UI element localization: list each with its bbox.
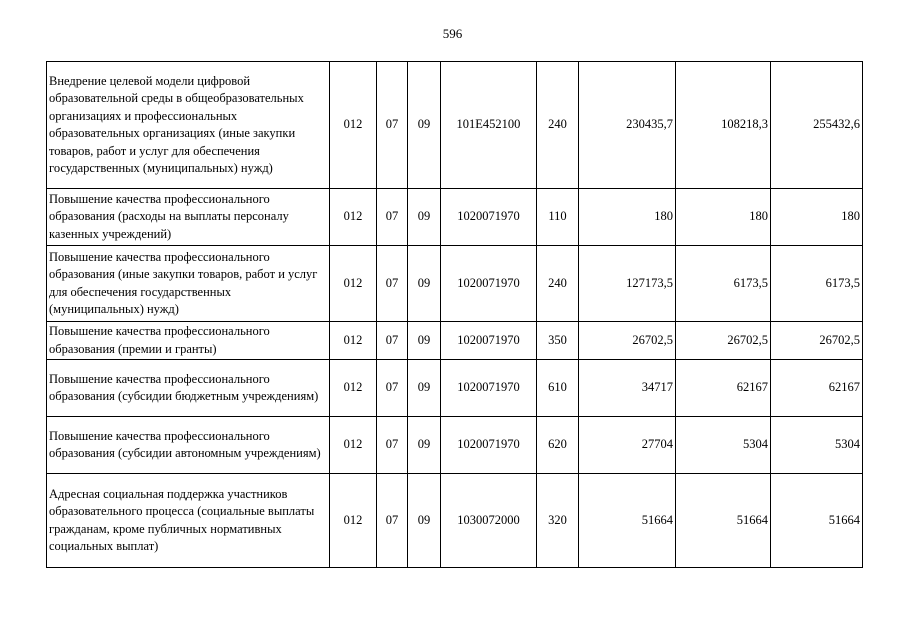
row-name: Повышение качества профессионального образования (субсидии автономным учреждениям) (47, 417, 330, 474)
row-name: Внедрение целевой модели цифровой образовательной среды в общеобразовательных организациях и профессиональных образовательных организациях (иные закупки товаров, работ и услуг для обеспечения государственных (муниципальных) нужд) (47, 62, 330, 189)
amount-year-2: 51664 (676, 474, 771, 568)
row-name: Повышение качества профессионального образования (иные закупки товаров, работ и услуг для обеспечения государственных (муниципальных) нужд) (47, 246, 330, 322)
target-article: 101E452100 (441, 62, 537, 189)
amount-year-2: 6173,5 (676, 246, 771, 322)
amount-year-3: 180 (771, 189, 863, 246)
amount-year-3: 6173,5 (771, 246, 863, 322)
ministry-code: 012 (330, 246, 377, 322)
amount-year-1: 127173,5 (579, 246, 676, 322)
section-code: 07 (377, 246, 408, 322)
subsection-code: 09 (408, 246, 441, 322)
subsection-code: 09 (408, 417, 441, 474)
target-article: 1020071970 (441, 322, 537, 360)
section-code: 07 (377, 417, 408, 474)
subsection-code: 09 (408, 322, 441, 360)
expense-type: 620 (537, 417, 579, 474)
expense-type: 610 (537, 360, 579, 417)
table-body (47, 62, 863, 568)
subsection-code: 09 (408, 189, 441, 246)
target-article: 1030072000 (441, 474, 537, 568)
row-name: Повышение качества профессионального образования (субсидии бюджетным учреждениям) (47, 360, 330, 417)
expense-type: 320 (537, 474, 579, 568)
amount-year-2: 108218,3 (676, 62, 771, 189)
expense-type: 240 (537, 62, 579, 189)
ministry-code: 012 (330, 62, 377, 189)
row-name: Повышение качества профессионального образования (расходы на выплаты персоналу казенных учреждений) (47, 189, 330, 246)
target-article: 1020071970 (441, 417, 537, 474)
subsection-code: 09 (408, 360, 441, 417)
amount-year-1: 26702,5 (579, 322, 676, 360)
amount-year-2: 62167 (676, 360, 771, 417)
amount-year-1: 27704 (579, 417, 676, 474)
amount-year-1: 51664 (579, 474, 676, 568)
section-code: 07 (377, 62, 408, 189)
section-code: 07 (377, 474, 408, 568)
section-code: 07 (377, 360, 408, 417)
page-number: 596 (442, 26, 463, 41)
table-row (47, 189, 863, 246)
amount-year-1: 230435,7 (579, 62, 676, 189)
amount-year-1: 34717 (579, 360, 676, 417)
ministry-code: 012 (330, 189, 377, 246)
section-code: 07 (377, 189, 408, 246)
table-row (47, 322, 863, 360)
table-row (47, 474, 863, 568)
row-name: Повышение качества профессионального образования (премии и гранты) (47, 322, 330, 360)
target-article: 1020071970 (441, 246, 537, 322)
target-article: 1020071970 (441, 360, 537, 417)
ministry-code: 012 (330, 474, 377, 568)
ministry-code: 012 (330, 322, 377, 360)
ministry-code: 012 (330, 360, 377, 417)
amount-year-1: 180 (579, 189, 676, 246)
row-name: Адресная социальная поддержка участников образовательного процесса (социальные выплаты гражданам, кроме публичных нормативных социальных выплат) (47, 474, 330, 568)
ministry-code: 012 (330, 417, 377, 474)
amount-year-3: 51664 (771, 474, 863, 568)
subsection-code: 09 (408, 62, 441, 189)
expense-type: 110 (537, 189, 579, 246)
table-row (47, 246, 863, 322)
table-row (47, 417, 863, 474)
amount-year-3: 5304 (771, 417, 863, 474)
subsection-code: 09 (408, 474, 441, 568)
amount-year-3: 62167 (771, 360, 863, 417)
amount-year-2: 26702,5 (676, 322, 771, 360)
amount-year-3: 26702,5 (771, 322, 863, 360)
expense-type: 350 (537, 322, 579, 360)
amount-year-2: 180 (676, 189, 771, 246)
expense-type: 240 (537, 246, 579, 322)
amount-year-3: 255432,6 (771, 62, 863, 189)
table-row (47, 360, 863, 417)
target-article: 1020071970 (441, 189, 537, 246)
amount-year-2: 5304 (676, 417, 771, 474)
budget-table (46, 61, 863, 568)
table-row (47, 62, 863, 189)
section-code: 07 (377, 322, 408, 360)
